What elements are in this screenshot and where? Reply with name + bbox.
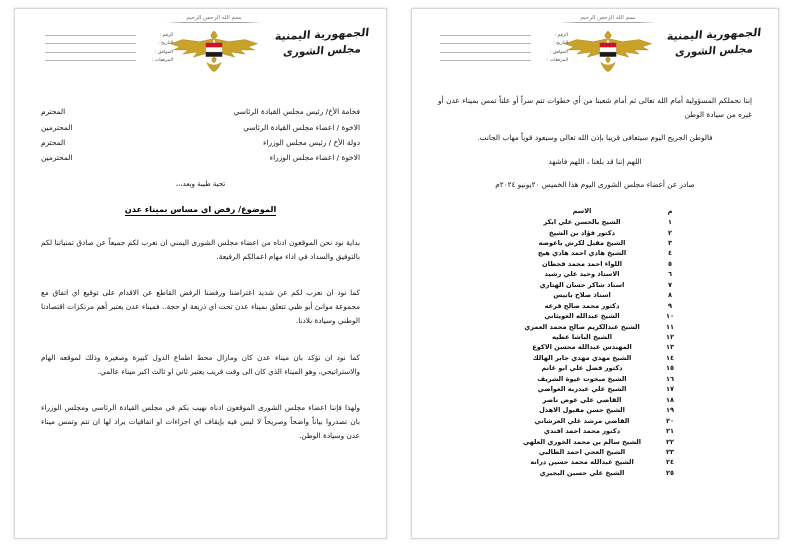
table-row bbox=[507, 385, 683, 395]
addressee-honorific: المحترمين bbox=[41, 153, 73, 163]
ref-row bbox=[440, 48, 568, 57]
letter-page-one bbox=[14, 8, 387, 539]
table-row bbox=[507, 406, 683, 416]
organization-title bbox=[658, 27, 770, 59]
row-name: دكتور محمد صالح قرعه bbox=[544, 301, 620, 310]
row-name: الشيخ عبدالكريم صالح محمد العمري bbox=[524, 322, 640, 331]
table-row bbox=[507, 395, 683, 405]
basmala-rule bbox=[560, 22, 656, 23]
page-one-paragraph-4: ولهذا فإننا اعضاء مجلس الشورى الموقعون ادناه نهيب بكم في مجلس القيادة الرئاسي ومجلس الوزراء بان تصدروا بياناً واضحاً وصريحاً لا لبس فيه بإيقاف اي اجراءات او اتفاقيات يراد لها ان تتم وتمس ميناء عدن وسيادة الوطن. bbox=[41, 403, 360, 441]
page-one-paragraph-2: كما نود ان نعرب لكم عن شديد اعتراضنا ورفضنا الرفض القاطع عن الاقدام على توقيع اي اتفاق مع مجموعة موانئ أبو ظبي تتعلق بميناء عدن تحت اي ذريعة او حجة.. فميناء عدن يعتبر أهم مرتكزات اقتصادنا الوطني وسيادة بلادنا. bbox=[41, 287, 360, 326]
table-row bbox=[507, 312, 683, 322]
table-row bbox=[507, 468, 683, 478]
ref-row bbox=[440, 57, 568, 66]
table-row bbox=[507, 458, 683, 468]
row-number: ١٢ bbox=[665, 333, 675, 342]
flag-shield bbox=[206, 43, 223, 57]
reference-fields-page-two bbox=[440, 31, 568, 65]
organization-name: الجمهورية اليمنية bbox=[274, 25, 370, 44]
council-name: مجلس الشورى bbox=[282, 43, 362, 59]
table-row bbox=[507, 427, 683, 437]
ref-line bbox=[440, 52, 531, 53]
row-number: ٤ bbox=[667, 249, 673, 258]
ref-row bbox=[45, 40, 173, 49]
signatories-table bbox=[507, 206, 683, 479]
column-header-number: م bbox=[667, 206, 673, 215]
row-number: ٢١ bbox=[665, 427, 675, 436]
basmala-text: بسم الله الرحمن الرحيم bbox=[580, 15, 636, 21]
organization-name: الجمهورية اليمنية bbox=[666, 25, 762, 44]
addressee-honorific: المحترمين bbox=[41, 122, 73, 132]
eagle-svg bbox=[162, 26, 266, 76]
ref-label-number: الرقم : bbox=[159, 32, 173, 38]
signatories-section bbox=[438, 206, 752, 479]
row-number: ٢ bbox=[667, 228, 673, 237]
row-name: الشيخ علي عبدربه العواضي bbox=[537, 385, 627, 394]
row-number: ٢٢ bbox=[665, 437, 675, 446]
issuance-date-line: صادر عن أعضاء مجلس الشورى اليوم هذا الخميس ٢٠يونيو ٢٠٢٤م bbox=[495, 179, 695, 189]
row-number: ٩ bbox=[667, 301, 673, 310]
basmala-text: بسم الله الرحمن الرحيم bbox=[186, 15, 242, 21]
row-name: الشيخ سالم بن محمد الخوري العلهي bbox=[522, 437, 642, 446]
addressee-row bbox=[41, 104, 360, 119]
table-row bbox=[507, 218, 683, 228]
ref-line bbox=[45, 35, 136, 36]
row-number: ٢٥ bbox=[665, 468, 675, 477]
page-one-paragraph-3: كما نود ان نؤكد بان ميناء عدن كان ومازال محط اطماع الدول كبيرة وصغيرة وذلك لموقعه الهام والاستراتيجي، وهو الميناء الذي كان الى وقت قريب يعتبر ثاني او ثالث اكبر ميناء عالمي. bbox=[41, 352, 360, 376]
flag-shield bbox=[600, 43, 617, 57]
ref-row bbox=[440, 31, 568, 40]
row-name: القاضي مرشد علي العرشاني bbox=[534, 416, 630, 425]
ref-label-number: الرقم : bbox=[554, 32, 568, 38]
ref-line bbox=[440, 60, 531, 61]
row-number: ١٦ bbox=[665, 374, 675, 383]
page-two-body bbox=[412, 87, 778, 479]
row-number: ١٠ bbox=[665, 312, 675, 321]
row-number: ١٨ bbox=[665, 395, 675, 404]
addressee-honorific: المحترم bbox=[41, 107, 66, 117]
ref-label-date: التاريخ : bbox=[553, 41, 568, 47]
ref-row bbox=[45, 57, 173, 66]
ref-label-attachments: المرفقات : bbox=[151, 58, 173, 64]
row-number: ١ bbox=[667, 218, 673, 227]
row-name: القاضي علي عوض ناصر bbox=[542, 395, 622, 404]
table-row bbox=[507, 280, 683, 290]
row-name: المهندس عبدالله محسن الاكوع bbox=[532, 343, 632, 352]
ref-line bbox=[45, 60, 136, 61]
page-two-paragraph-3: اللهم إننا قد بلغنا ، اللهم فاشهد bbox=[548, 156, 642, 166]
row-name: الشيخ علي حسين البجيري bbox=[539, 468, 625, 477]
table-row bbox=[507, 259, 683, 269]
table-row bbox=[507, 332, 683, 342]
row-name: الشيخ الباشا عطيه bbox=[552, 333, 612, 342]
row-name: دكتور فؤاد بن الشيخ bbox=[548, 228, 616, 237]
row-name: الشيخ مهدي مهدي جابر الهالك bbox=[532, 353, 632, 362]
row-name: الشيخ حسن مقبول الاهدل bbox=[539, 406, 625, 415]
row-name: استاذ صلاح باتيس bbox=[553, 291, 611, 300]
letterhead-page-two bbox=[412, 9, 778, 87]
addressee-name: فخامة الأخ/ رئيس مجلس القيادة الرئاسي bbox=[233, 107, 360, 117]
table-row bbox=[507, 447, 683, 457]
ref-label-corresponding: الموافق : bbox=[154, 49, 173, 55]
row-number: ١٧ bbox=[665, 385, 675, 394]
addressee-name: الاخوة / اعضاء مجلس الوزراء bbox=[269, 153, 360, 163]
page-two-paragraph-1: إننا نحملكم المسؤولية أمام الله تعالى ثم أمام شعبنا من أي خطوات تتم سراً أو علناً تمس بميناء عدن أو غيره من سيادة الوطن bbox=[438, 96, 752, 120]
row-name: دكتور فضل علي ابو غانم bbox=[541, 364, 623, 373]
row-number: ٥ bbox=[667, 259, 673, 268]
column-header-name: الاسم bbox=[572, 206, 592, 215]
table-header-row bbox=[507, 206, 683, 217]
subject-line bbox=[41, 197, 360, 216]
greeting-line: تحية طيبة وبعد،،، bbox=[175, 179, 226, 188]
row-number: ٧ bbox=[667, 280, 673, 289]
golden-eagle-icon bbox=[162, 26, 266, 76]
page-one-paragraph-1: بداية نود نحن الموقعون ادناه من اعضاء مجلس الشورى اليمني ان نعرب لكم جميعاً عن صادق تمنياتنا لكم بالتوفيق والسداد في اداء مهام اعمالكم الرفيعة. bbox=[41, 237, 360, 261]
table-row bbox=[507, 249, 683, 259]
row-number: ١٩ bbox=[665, 406, 675, 415]
row-number: ٦ bbox=[667, 270, 673, 279]
row-name: الشيخ مقبل لكرش باعوضه bbox=[538, 238, 626, 247]
table-row bbox=[507, 270, 683, 280]
table-row bbox=[507, 364, 683, 374]
addressee-row bbox=[41, 150, 360, 165]
addressee-name: دولة الأخ / رئيس مجلس الوزراء bbox=[262, 137, 360, 147]
addressee-name: الاخوة / اعضاء مجلس القيادة الرئاسي bbox=[243, 122, 360, 132]
ref-label-attachments: المرفقات : bbox=[546, 58, 568, 64]
row-number: ١٤ bbox=[665, 353, 675, 362]
golden-eagle-icon bbox=[556, 26, 660, 76]
addressee-block bbox=[41, 104, 360, 166]
ref-label-date: التاريخ : bbox=[158, 41, 173, 47]
row-number: ١٥ bbox=[665, 364, 675, 373]
ref-label-corresponding: الموافق : bbox=[549, 49, 568, 55]
row-name: استاذ شاكر حسان الهتاري bbox=[539, 280, 625, 289]
yemen-emblem-icon bbox=[556, 13, 660, 79]
letter-page-two bbox=[411, 8, 779, 539]
row-number: ١١ bbox=[665, 322, 675, 331]
ref-row bbox=[45, 48, 173, 57]
table-row bbox=[507, 416, 683, 426]
page-two-paragraph-2: فالوطن الجريح اليوم سيتعافى قريبا بإذن الله تعالى وسيعود قوياً مهاب الجانب. bbox=[477, 133, 713, 143]
table-row bbox=[507, 238, 683, 248]
row-name: الشيخ مبخوت عيوة الشريف bbox=[537, 374, 627, 383]
row-name: الشيخ عبدالله العويثاني bbox=[544, 312, 620, 321]
row-number: ٢٣ bbox=[665, 448, 675, 457]
page-one-body bbox=[15, 87, 386, 444]
row-name: اللواء احمد محمد قحطان bbox=[542, 259, 622, 268]
table-row bbox=[507, 437, 683, 447]
row-number: ٣ bbox=[667, 238, 673, 247]
row-number: ٨ bbox=[667, 291, 673, 300]
table-row bbox=[507, 228, 683, 238]
yemen-emblem-icon bbox=[162, 13, 266, 79]
row-number: ١٣ bbox=[665, 343, 675, 352]
row-name: الشيخ عبدالله محمد حسين درانه bbox=[530, 458, 634, 467]
row-name: الشيخ بالحسن علي ابكر bbox=[543, 218, 621, 227]
council-name: مجلس الشورى bbox=[674, 43, 754, 59]
table-row bbox=[507, 374, 683, 384]
ref-row bbox=[440, 40, 568, 49]
row-name: الشيخ العجي احمد الطالبي bbox=[538, 448, 626, 457]
basmala-rule bbox=[166, 22, 262, 23]
table-row bbox=[507, 322, 683, 332]
eagle-svg bbox=[556, 26, 660, 76]
ref-row bbox=[45, 31, 173, 40]
ref-line bbox=[440, 35, 531, 36]
table-row bbox=[507, 353, 683, 363]
row-name: الاستاذ وحيد علي رشيد bbox=[544, 270, 620, 279]
addressee-honorific: المحترم bbox=[41, 137, 66, 147]
table-row bbox=[507, 301, 683, 311]
subject-text: الموضوع/ رفض اي مساس بميناء عدن bbox=[124, 203, 277, 214]
addressee-row bbox=[41, 135, 360, 150]
reference-fields-page-one bbox=[45, 31, 173, 65]
row-number: ٢٠ bbox=[665, 416, 675, 425]
row-name: الشيخ هادي احمد هادي هيج bbox=[537, 249, 627, 258]
table-row bbox=[507, 291, 683, 301]
organization-title bbox=[266, 27, 378, 59]
table-row bbox=[507, 343, 683, 353]
row-name: دكتور محمد احمد افندي bbox=[543, 427, 621, 436]
ref-line bbox=[45, 43, 136, 44]
ref-line bbox=[440, 43, 531, 44]
letterhead-page-one bbox=[15, 9, 386, 87]
row-number: ٢٤ bbox=[665, 458, 675, 467]
ref-line bbox=[45, 52, 136, 53]
addressee-row bbox=[41, 119, 360, 134]
signatories-body bbox=[507, 218, 683, 479]
